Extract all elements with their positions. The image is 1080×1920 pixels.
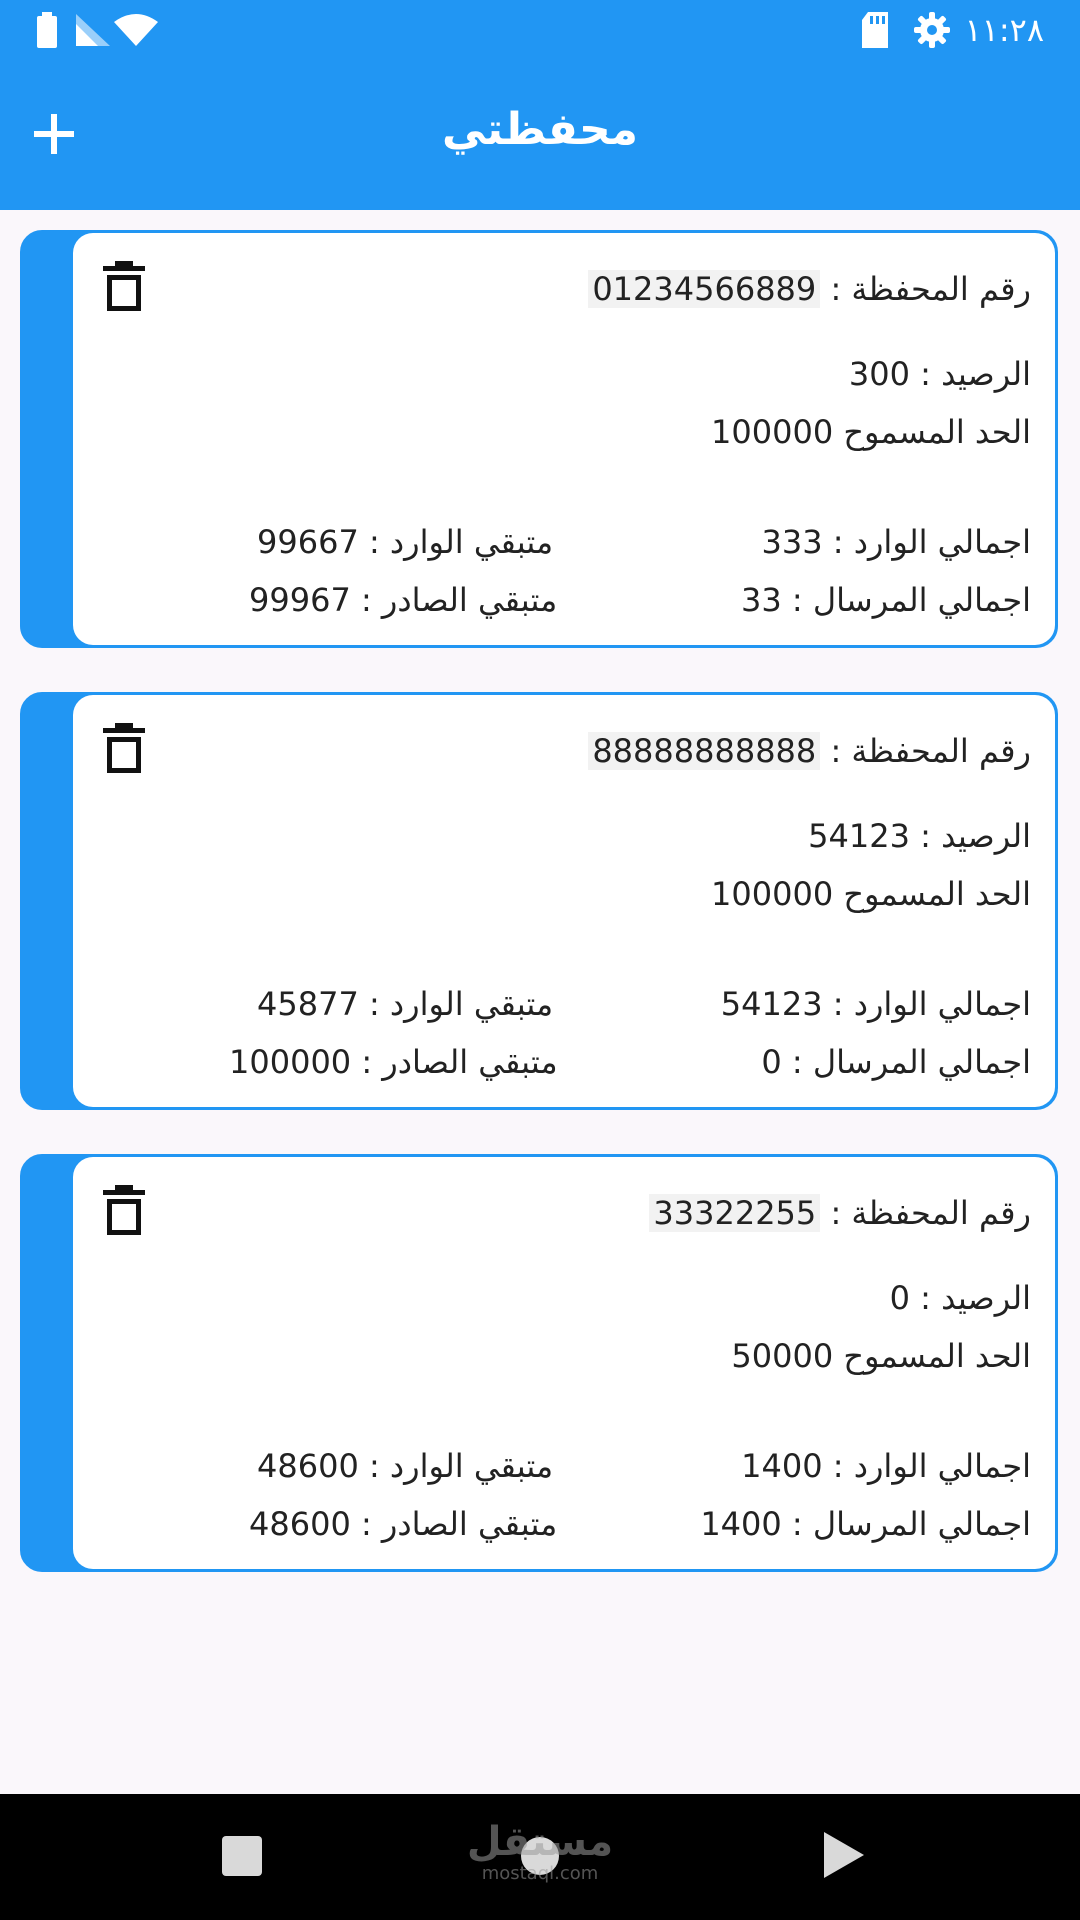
total-sent: اجمالي المرسال : 0 bbox=[761, 1043, 1031, 1081]
watermark-arabic: مستقل bbox=[466, 1819, 614, 1865]
wifi-icon bbox=[114, 14, 158, 46]
recent-apps-button[interactable] bbox=[222, 1836, 262, 1876]
wallet-number bbox=[649, 1190, 1031, 1236]
back-button[interactable] bbox=[822, 1832, 864, 1878]
remaining-outgoing: متبقي الصادر : 99967 bbox=[249, 581, 558, 619]
wallet-balance: الرصيد : 300 bbox=[848, 355, 1031, 393]
total-incoming: اجمالي الوارد : 333 bbox=[761, 523, 1031, 561]
total-incoming: اجمالي الوارد : 54123 bbox=[720, 985, 1031, 1023]
remaining-outgoing: متبقي الصادر : 48600 bbox=[249, 1505, 558, 1543]
signal-icon bbox=[76, 14, 110, 46]
total-incoming: اجمالي الوارد : 1400 bbox=[741, 1447, 1031, 1485]
trash-icon[interactable] bbox=[101, 261, 147, 313]
wallet-limit: الحد المسموح 50000 bbox=[731, 1337, 1031, 1375]
battery-icon bbox=[36, 12, 58, 48]
total-sent: اجمالي المرسال : 33 bbox=[741, 581, 1031, 619]
wallet-number-value: 88888888888 bbox=[588, 732, 820, 770]
sd-card-icon bbox=[860, 12, 890, 48]
wallet-card[interactable] bbox=[20, 1154, 1058, 1572]
wallet-number-value: 33322255 bbox=[649, 1194, 820, 1232]
wallet-limit: الحد المسموح 100000 bbox=[711, 875, 1031, 913]
total-sent: اجمالي المرسال : 1400 bbox=[700, 1505, 1031, 1543]
wallet-balance: الرصيد : 0 bbox=[889, 1279, 1031, 1317]
wallet-number-label: رقم المحفظة : bbox=[820, 270, 1031, 308]
app-bar bbox=[0, 60, 1080, 210]
remaining-outgoing: متبقي الصادر : 100000 bbox=[229, 1043, 558, 1081]
navigation-bar bbox=[0, 1794, 1080, 1920]
trash-icon[interactable] bbox=[101, 723, 147, 775]
settings-gear-icon bbox=[914, 12, 950, 48]
wallet-number-label: رقم المحفظة : bbox=[820, 732, 1031, 770]
remaining-incoming: متبقي الوارد : 48600 bbox=[257, 1447, 554, 1485]
wallet-card-body bbox=[73, 1157, 1055, 1569]
watermark bbox=[440, 1820, 640, 1884]
remaining-incoming: متبقي الوارد : 45877 bbox=[257, 985, 554, 1023]
wallet-number bbox=[588, 266, 1031, 312]
trash-icon[interactable] bbox=[101, 1185, 147, 1237]
wallet-card-body bbox=[73, 233, 1055, 645]
page-title: محفظتي bbox=[442, 104, 638, 155]
watermark-english: mostaql.com bbox=[481, 1863, 599, 1884]
remaining-incoming: متبقي الوارد : 99667 bbox=[257, 523, 554, 561]
status-time: ١١:٢٨ bbox=[964, 11, 1044, 49]
wallet-number-value: 01234566889 bbox=[588, 270, 820, 308]
wallet-card-body bbox=[73, 695, 1055, 1107]
wallet-balance: الرصيد : 54123 bbox=[808, 817, 1031, 855]
wallet-card[interactable] bbox=[20, 692, 1058, 1110]
wallet-number bbox=[588, 728, 1031, 774]
status-bar bbox=[0, 0, 1080, 60]
wallet-card[interactable] bbox=[20, 230, 1058, 648]
wallet-limit: الحد المسموح 100000 bbox=[711, 413, 1031, 451]
wallet-number-label: رقم المحفظة : bbox=[820, 1194, 1031, 1232]
